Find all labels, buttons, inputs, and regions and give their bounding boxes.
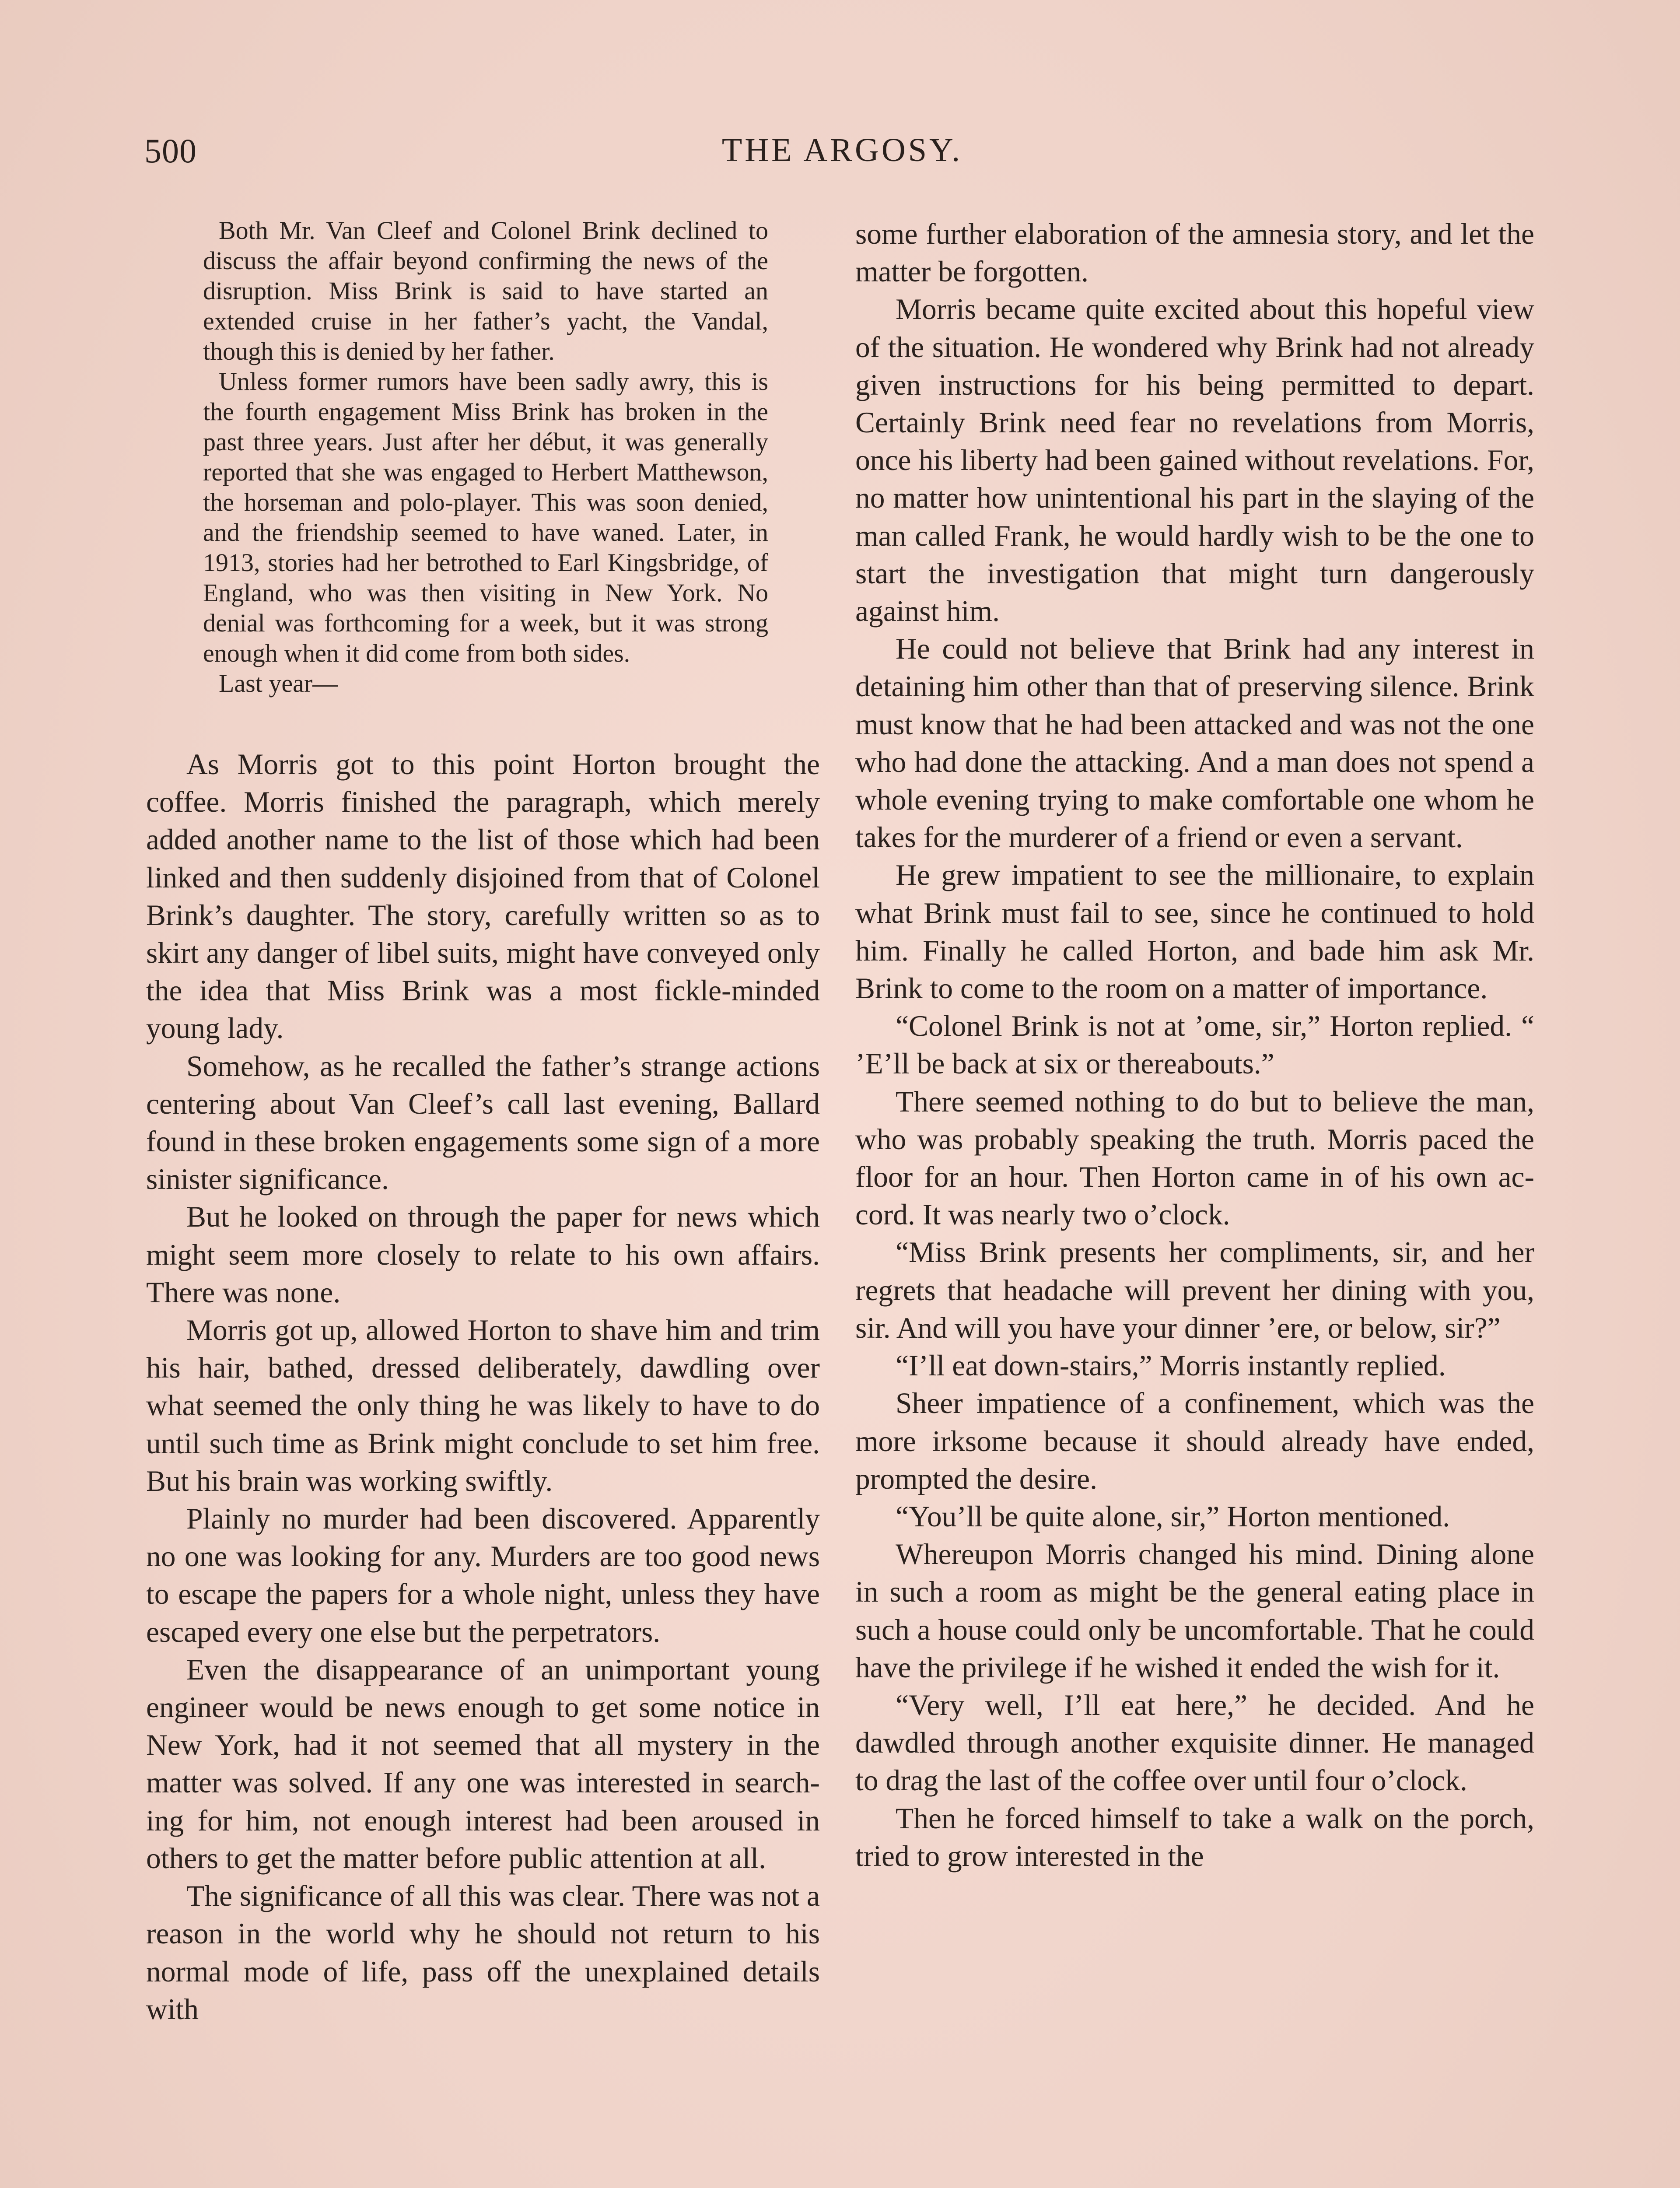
body-paragraph: Morris got up, allowed Horton to shave him and trim his hair, bathed, dressed deliberately, dawdling over what seemed the only thing he was likely to have to do until such time as Brink might conclude to set him free. But his brain was working swiftly. bbox=[146, 1314, 820, 1497]
body-paragraph: Sheer impatience of a confinement, which was the more irksome because it should already have ended, prompted the desire. bbox=[855, 1387, 1534, 1495]
excerpt-paragraph: Unless former rumors have been sadly awry, this is the fourth engagement Miss Brink has broken in the past three years. Just after her début, it was generally reported that she was engaged to Herbert Matthewson, the horseman and polo-player. This was soon denied, and the friendship seemed to have waned. Later, in 1913, stories had her betrothed to Earl Kingsbridge, of England, who was then visiting in New York. No denial was forthcoming for a week, but it was strong enough when it did come from both sides. bbox=[203, 367, 768, 667]
body-paragraph: He could not believe that Brink had any interest in detaining him other than that of preserving silence. Brink must know that he had been attacked and was not the one who had done the attacking. And a man does not spend a whole evening trying to make comfortable one whom he takes for the murderer of a friend or even a servant. bbox=[855, 632, 1534, 854]
excerpt-paragraph: Last year— bbox=[219, 669, 338, 698]
body-paragraph: some further elaboration of the amnesia story, and let the matter be forgotten. bbox=[855, 217, 1534, 288]
newspaper-excerpt bbox=[146, 215, 820, 698]
excerpt-paragraph: Both Mr. Van Cleef and Colonel Brink declined to discuss the affair beyond confirming the news of the disruption. Miss Brink is said to have started an extended cruise in her father’s yacht, the Vandal, though this is denied by her father. bbox=[203, 216, 768, 365]
body-paragraph: The significance of all this was clear. There was not a reason in the world why he should not return to his normal mode of life, pass off the unexplained details with bbox=[146, 1879, 820, 2026]
body-paragraph: “Colonel Brink is not at ’ome, sir,” Horton replied. “ ’E’ll be back at six or thereabouts.” bbox=[855, 1010, 1534, 1080]
body-paragraph: He grew impatient to see the millionaire, to explain what Brink must fail to see, since he continued to hold him. Finally he called Horton, and bade him ask Mr. Brink to come to the room on a matter of importance. bbox=[855, 859, 1534, 1005]
page-number: 500 bbox=[144, 132, 197, 170]
body-paragraph: Somehow, as he recalled the father’s strange actions centering about Van Cleef’s call last evening, Ballard found in these broken engagements some sign of a more sinister significance. bbox=[146, 1049, 820, 1196]
body-paragraph: But he looked on through the paper for news which might seem more closely to relate to his own affairs. There was none. bbox=[146, 1200, 820, 1309]
left-body-text bbox=[146, 746, 820, 2028]
body-paragraph: Then he forced himself to take a walk on the porch, tried to grow interested in the bbox=[855, 1802, 1534, 1872]
running-head: THE ARGOSY. bbox=[721, 132, 963, 168]
body-paragraph: Plainly no murder had been discovered. Apparently no one was looking for any. Murders are too good news to escape the papers for a whole night, unless they have escaped every one else but the perpetrators. bbox=[146, 1502, 820, 1648]
body-paragraph: There seemed nothing to do but to believe the man, who was probably speaking the truth. Morris paced the floor for an hour. Then Horton came in of his own accord. It was nearly two o’clock. bbox=[855, 1085, 1534, 1231]
body-paragraph: “Miss Brink presents her compliments, sir, and her regrets that headache will prevent her dining with you, sir. And will you have your dinner ’ere, or below, sir?” bbox=[855, 1236, 1534, 1344]
body-paragraph: Morris became quite excited about this hopeful view of the situation. He wondered why Brink had not already given instructions for his being permitted to depart. Certainly Brink need fear no revelations from Morris, once his liberty had been gained without revelations. For, no matter how unintentional his part in the slaying of the man called Frank, he would hardly wish to be the one to start the investigation that might turn dangerously against him. bbox=[855, 293, 1534, 628]
body-paragraph: “Very well, I’ll eat here,” he decided. And he dawdled through another exquisite dinner. He managed to drag the last of the coffee over until four o’clock. bbox=[855, 1688, 1534, 1797]
body-paragraph: “You’ll be quite alone, sir,” Horton mentioned. bbox=[896, 1500, 1450, 1533]
page-header bbox=[144, 131, 1540, 184]
left-column bbox=[146, 215, 820, 2028]
right-column bbox=[855, 215, 1534, 1875]
body-paragraph: Even the disappearance of an unimportant young engineer would be news enough to get some notice in New York, had it not seemed that all mystery in the matter was solved. If any one was interested in searching for him, not enough interest had been aroused in others to get the matter before public attention at all. bbox=[146, 1653, 820, 1875]
body-paragraph: Whereupon Morris changed his mind. Dining alone in such a room as might be the general eating place in such a house could only be uncomfortable. That he could have the privilege if he wished it ended the wish for it. bbox=[855, 1538, 1534, 1684]
body-paragraph: “I’ll eat down-stairs,” Morris instantly replied. bbox=[896, 1349, 1446, 1382]
body-paragraph: As Morris got to this point Horton brought the coffee. Morris finished the paragraph, which merely added another name to the list of those which had been linked and then suddenly disjoined from that of Colonel Brink’s daughter. The story, carefully written so as to skirt any danger of libel suits, might have conveyed only the idea that Miss Brink was a most fickle-minded young lady. bbox=[146, 748, 820, 1045]
